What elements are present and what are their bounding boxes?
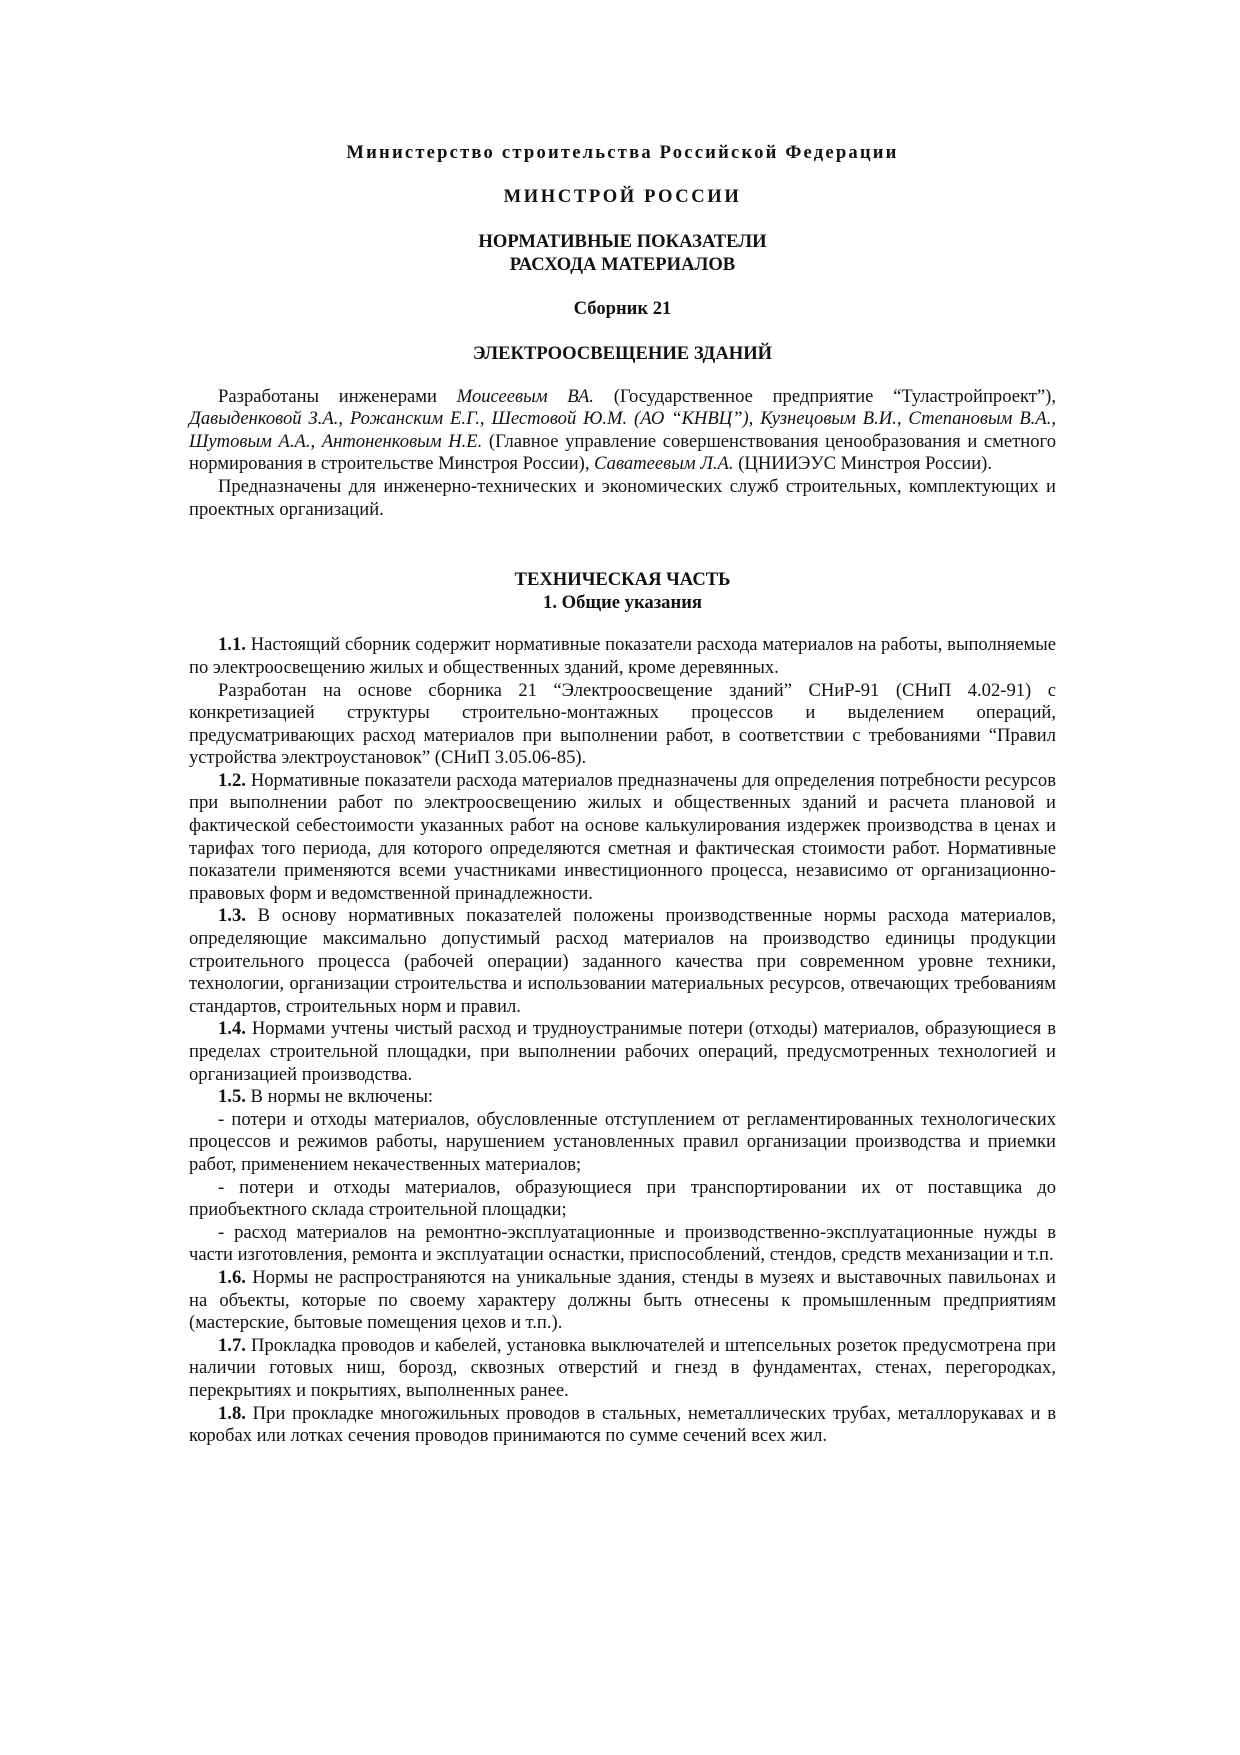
paragraph-1-1-continued: Разработан на основе сборника 21 “Электроосвещение зданий” СНиР-91 (СНиП 4.02-91) с конкретизацией структуры строительно-монтажных процессов и выделением операций, предусматривающих расход материалов при выполнении работ, в соответствии с требованиями “Правил устройства электроустановок” (СНиП 3.05.06-85).: [189, 679, 1056, 769]
paragraph-number: 1.8.: [218, 1402, 246, 1424]
paragraph-text: Нормативные показатели расхода материалов предназначены для определения потребности ресурсов при выполнении работ по электроосвещению жилых и общественных зданий и расчета плановой и фактической себестоимости указанных работ на основе калькулирования издержек производства в ценах и тарифах того периода, для которого определяются сметная и фактическая стоимости работ. Нормативные показатели применяются всеми участниками инвестиционного процесса, независимо от организационно-правовых форм и ведомственной принадлежности.: [189, 769, 1056, 904]
paragraph-1-4: [189, 1018, 1056, 1086]
paragraph-1-5: [189, 1086, 1056, 1109]
ministry-heading: Министерство строительства Российской Федерации: [346, 142, 899, 163]
document-page: [189, 142, 1056, 1448]
paragraph-number: 1.3.: [218, 905, 246, 927]
paragraph-1-6: [189, 1267, 1056, 1335]
authors-text-4: (ЦНИИЭУС Минстроя России).: [733, 453, 992, 475]
paragraph-text: В основу нормативных показателей положены производственные нормы расхода материалов, определяющие максимально допустимый расход материалов на производство единицы продукции строительного процесса (рабочей операции) заданного качества при современном уровне техники, технологии, организации строительства и использовании материальных ресурсов, отвечающих требованиям стандартов, строительных норм и правил.: [189, 905, 1056, 1017]
authors-names-2: Давыденковой З.А., Рожанским Е.Г., Шестовой Ю.М. (АО “КНВЦ”), Кузнецовым В.И., Степановым В.А., Шутовым А.А., Антоненковым Н.Е.: [189, 408, 1056, 452]
minstroy-heading: МИНСТРОЙ РОССИИ: [503, 185, 742, 207]
authors-name-3: Саватеевым Л.А.: [594, 453, 734, 475]
authors-text-3: (Главное управление совершенствования ценообразования и сметного нормирования в строительстве Минстроя России),: [189, 430, 1056, 475]
title-line-2: РАСХОДА МАТЕРИАЛОВ: [509, 253, 736, 275]
authors-paragraph: [189, 386, 1056, 476]
authors-text-1: Разработаны инженерами: [218, 385, 457, 407]
paragraph-text: Прокладка проводов и кабелей, установка выключателей и штепсельных розеток предусмотрена при наличии готовых ниш, борозд, сквозных отверстий и гнезд в фундаментах, стенах, перегородках, перекрытиях и покрытиях, выполненных ранее.: [189, 1334, 1056, 1401]
authors-name-1: Моисеевым ВА.: [456, 385, 594, 407]
paragraph-1-8: [189, 1403, 1056, 1448]
paragraph-number: 1.7.: [218, 1334, 246, 1356]
document-title: [189, 231, 1056, 276]
paragraph-1-7: [189, 1335, 1056, 1403]
paragraph-number: 1.1.: [218, 634, 246, 656]
section-title: ЭЛЕКТРООСВЕЩЕНИЕ ЗДАНИЙ: [472, 342, 773, 364]
title-line-1: НОРМАТИВНЫЕ ПОКАЗАТЕЛИ: [478, 231, 767, 253]
purpose-paragraph: Предназначены для инженерно-технических и экономических служб строительных, комплектующих и проектных организаций.: [189, 475, 1056, 520]
paragraph-number: 1.2.: [218, 769, 246, 791]
spacer: [189, 521, 1056, 569]
paragraph-text: Настоящий сборник содержит нормативные показатели расхода материалов на работы, выполняемые по электроосвещению жилых и общественных зданий, кроме деревянных.: [189, 634, 1056, 678]
list-item: - расход материалов на ремонтно-эксплуатационные и производственно-эксплуатационные нужды в части изготовления, ремонта и эксплуатации оснастки, приспособлений, стендов, средств механизации и т.п.: [189, 1221, 1056, 1266]
paragraph-number: 1.6.: [218, 1266, 246, 1288]
authors-text-2: (Государственное предприятие “Туластройпроект”),: [593, 385, 1056, 407]
paragraph-number: 1.5.: [218, 1086, 246, 1108]
list-item: - потери и отходы материалов, обусловленные отступлением от регламентированных технологических процессов и режимов работы, нарушением установленных правил организации производства и приемки работ, применением некачественных материалов;: [189, 1108, 1056, 1175]
paragraph-number: 1.4.: [218, 1018, 246, 1040]
paragraph-1-1: [189, 634, 1056, 679]
list-item: - потери и отходы материалов, образующиеся при транспортировании их от поставщика до приобъектного склада строительной площадки;: [189, 1176, 1056, 1221]
technical-part-title: ТЕХНИЧЕСКАЯ ЧАСТЬ: [514, 569, 731, 591]
paragraph-1-2: [189, 770, 1056, 906]
collection-number: Сборник 21: [573, 298, 672, 320]
paragraph-text: Нормы не распространяются на уникальные здания, стенды в музеях и выставочных павильонах и на объекты, которые по своему характеру должны быть отнесены к промышленным предприятиям (мастерские, бытовые помещения цехов и т.п.).: [189, 1266, 1056, 1334]
paragraph-text: В нормы не включены:: [245, 1086, 434, 1108]
paragraph-text: Нормами учтены чистый расход и трудноустранимые потери (отходы) материалов, образующиеся в пределах строительной площадки, при выполнении рабочих операций, предусмотренных технологией и организацией производства.: [189, 1018, 1056, 1085]
paragraph-text: При прокладке многожильных проводов в стальных, неметаллических трубах, металлорукавах и в коробах или лотках сечения проводов принимаются по сумме сечений всех жил.: [189, 1402, 1056, 1447]
paragraph-1-3: [189, 905, 1056, 1018]
general-instructions-title: 1. Общие указания: [543, 591, 702, 613]
